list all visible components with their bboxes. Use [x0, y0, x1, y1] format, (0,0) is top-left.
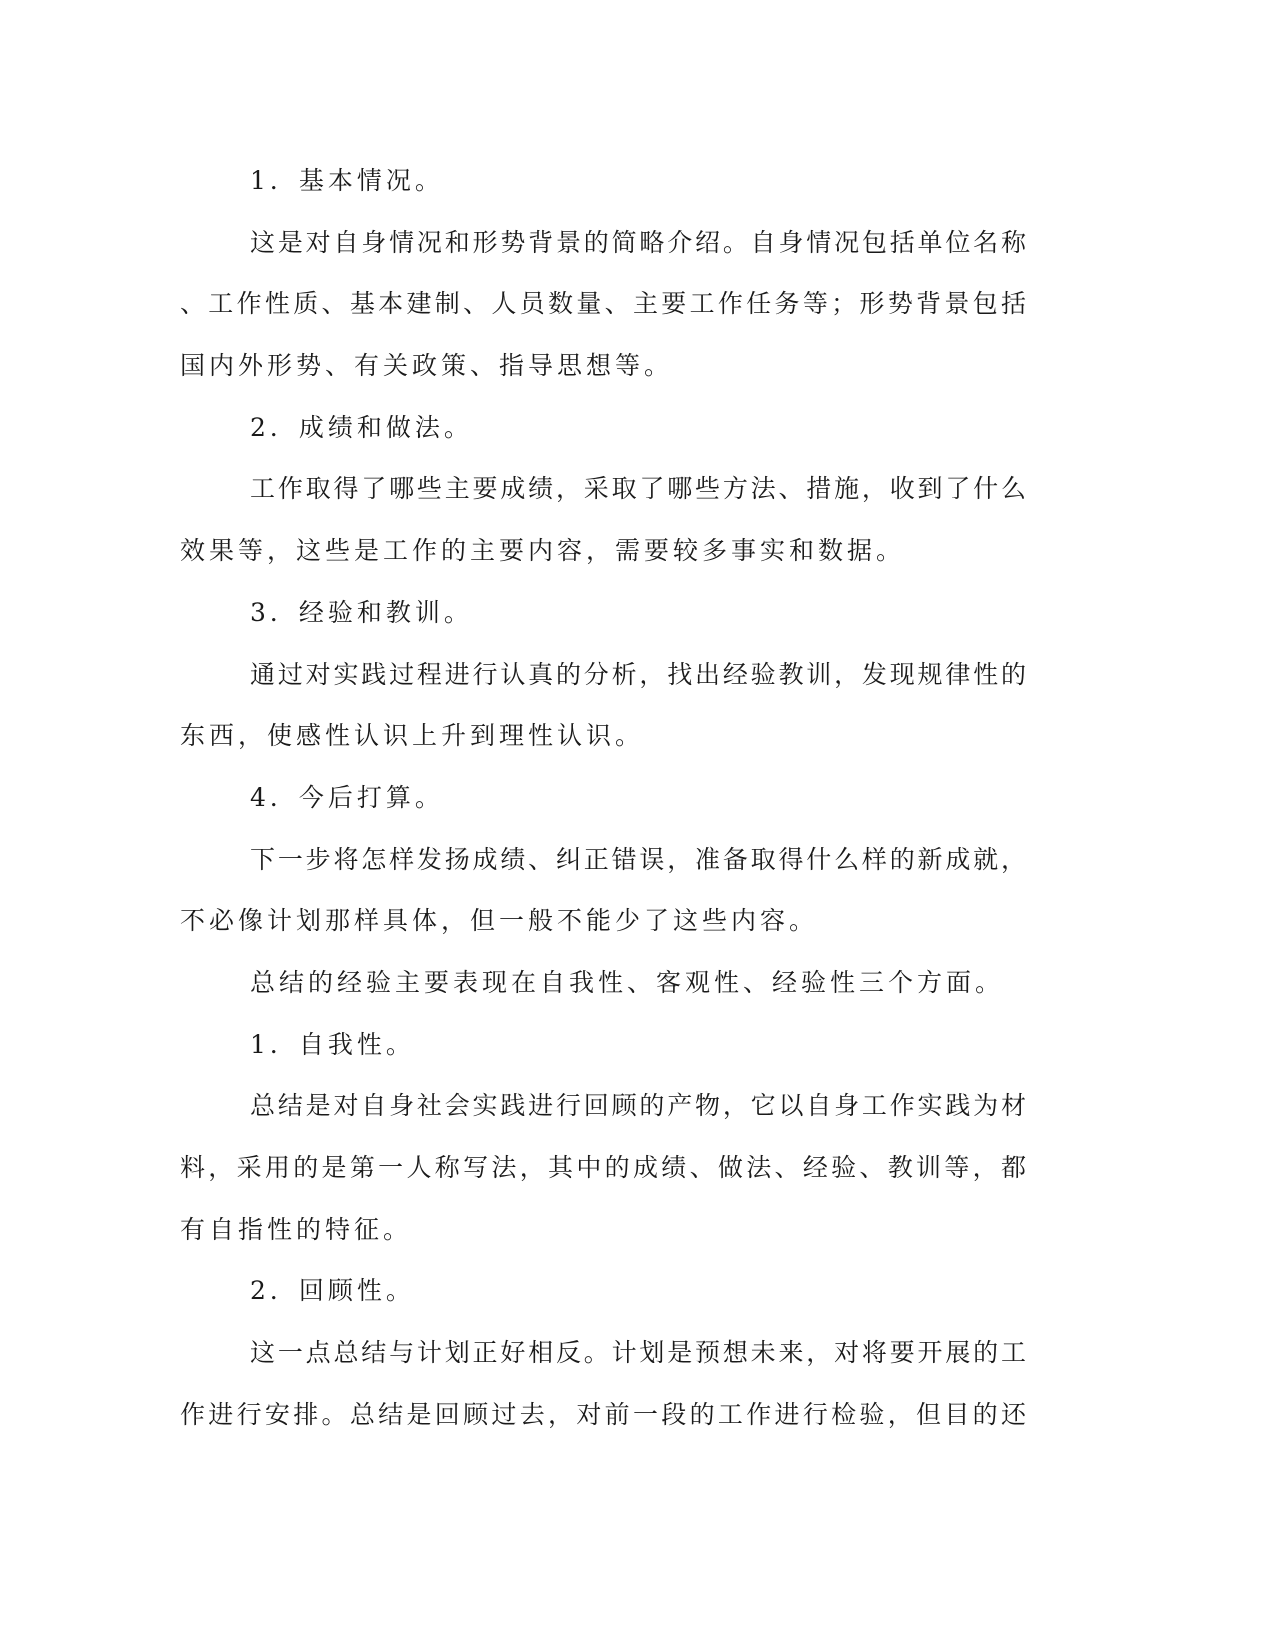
paragraph-line: 通过对实践过程进行认真的分析，找出经验教训，发现规律性的 [250, 659, 1028, 689]
paragraph-line: 总结的经验主要表现在自我性、客观性、经验性三个方面。 [250, 967, 1005, 997]
paragraph-line: 效果等，这些是工作的主要内容，需要较多事实和数据。 [180, 536, 906, 566]
heading-retrospective: 2．回顾性。 [250, 1276, 415, 1306]
paragraph-line: 总结是对自身社会实践进行回顾的产物，它以自身工作实践为材 [250, 1091, 1028, 1121]
paragraph-line: 有自指性的特征。 [180, 1214, 413, 1244]
paragraph-line: 下一步将怎样发扬成绩、纠正错误，准备取得什么样的新成就， [250, 844, 1028, 874]
paragraph-line: 作进行安排。总结是回顾过去，对前一段的工作进行检验，但目的还 [180, 1399, 1028, 1429]
paragraph-line: 这是对自身情况和形势背景的简略介绍。自身情况包括单位名称 [250, 227, 1028, 257]
document-page [180, 150, 1028, 1445]
paragraph-line: 料，采用的是第一人称写法，其中的成绩、做法、经验、教训等，都 [180, 1153, 1028, 1182]
paragraph-line: 、工作性质、基本建制、人员数量、主要工作任务等；形势背景包括 [180, 289, 1028, 319]
paragraph-line: 东西，使感性认识上升到理性认识。 [180, 721, 645, 751]
paragraph-line: 工作取得了哪些主要成绩，采取了哪些方法、措施，收到了什么 [250, 474, 1028, 504]
heading-achievements: 2．成绩和做法。 [250, 412, 473, 442]
paragraph-line: 不必像计划那样具体，但一般不能少了这些内容。 [180, 906, 819, 936]
heading-experience: 3．经验和教训。 [250, 597, 473, 627]
heading-future-plans: 4．今后打算。 [250, 782, 444, 812]
paragraph-line: 这一点总结与计划正好相反。计划是预想未来，对将要开展的工 [250, 1338, 1028, 1368]
paragraph-line: 国内外形势、有关政策、指导思想等。 [180, 351, 674, 381]
heading-basic-situation: 1．基本情况。 [250, 166, 444, 195]
heading-self-nature: 1．自我性。 [250, 1029, 415, 1059]
